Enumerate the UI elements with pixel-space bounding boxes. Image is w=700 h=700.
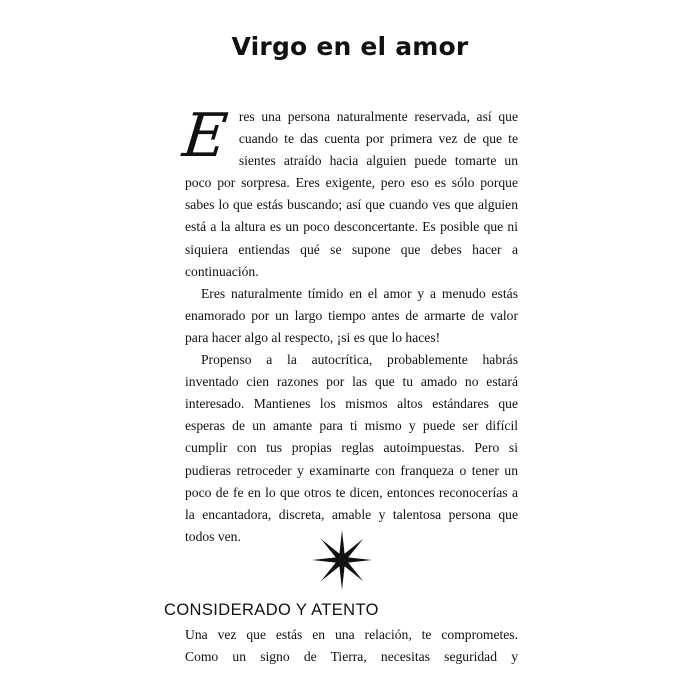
section-heading: CONSIDERADO Y ATENTO: [164, 601, 379, 619]
eight-point-star-icon: [312, 530, 372, 590]
paragraph-3: Propenso a la autocrítica, probablemente habrás inventado cien razones por las que tu amado no estará interesado. Mantienes los mismos altos estándares que esperas de un amante para ti mismo y puede ser difícil cumplir con tus propias reglas autoimpuestas. Pero si pudieras retroceder y examinarte con franqueza o tener un poco de fe en lo que otros te dicen, entonces reconocerías a la encantadora, discreta, amable y talentosa persona que todos ven.: [185, 352, 518, 544]
drop-cap: E: [179, 101, 231, 171]
section-line-2: Como un signo de Tierra, necesitas seguridad y: [185, 649, 518, 665]
page-title: Virgo en el amor: [231, 32, 469, 61]
paragraph-1-text: res una persona naturalmente reservada, así que cuando te das cuenta por primera vez de que te sientes atraído hacia alguien puede tomarte un poco por sorpresa. Eres exigente, pero eso es sólo porque sabes lo que estás buscando; así que cuando ves que alguien está a la altura es un poco desconcertante. Es posible que ni siquiera entiendas qué se supone que debes hacer a continuación.: [185, 109, 518, 279]
paragraph-1: [179, 101, 518, 283]
section-text: [185, 624, 518, 668]
intro-text: [179, 101, 518, 548]
section-line-1: Una vez que estás en una relación, te comprometes.: [185, 627, 518, 642]
paragraph-2: Eres naturalmente tímido en el amor y a menudo estás enamorado por un largo tiempo antes de armarte de valor para hacer algo al respecto, ¡si es que lo haces!: [185, 285, 518, 345]
